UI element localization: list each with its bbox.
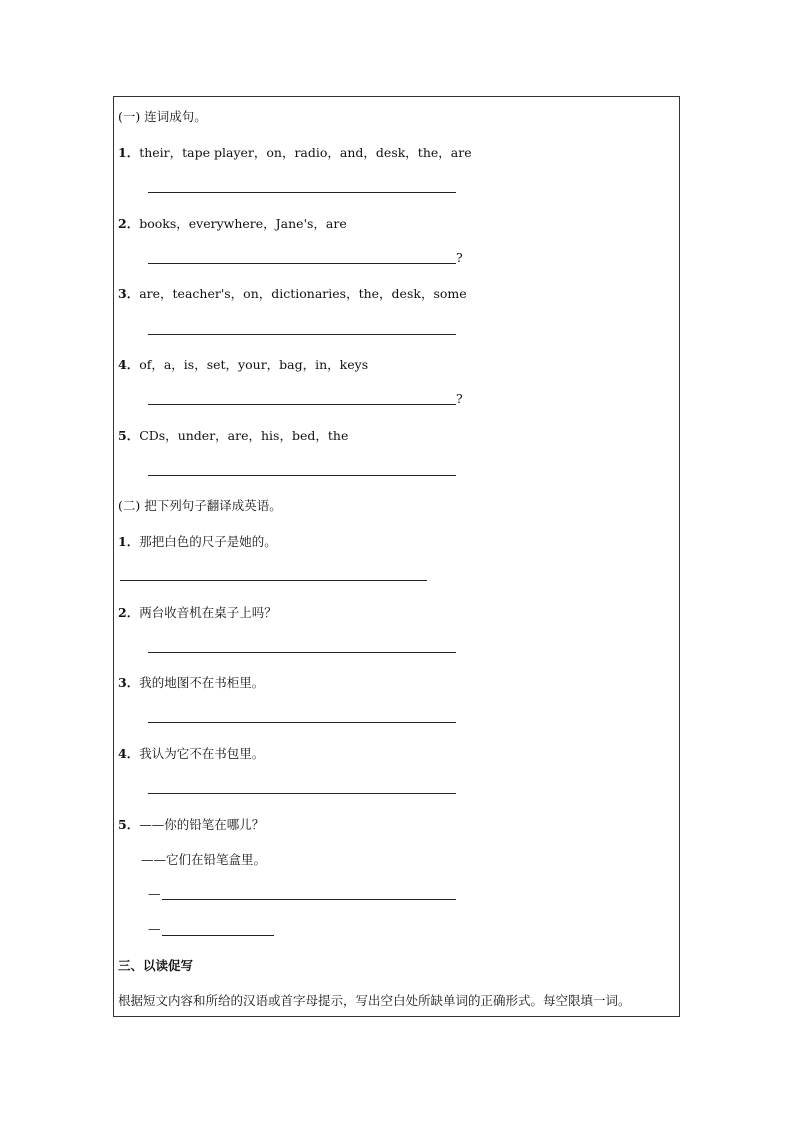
dialogue-dash-2: — xyxy=(148,921,161,936)
part1-item-5 xyxy=(118,426,348,444)
part1-item-3 xyxy=(118,284,467,302)
part3-heading: 三、以读促写 xyxy=(118,958,194,973)
item-number: 5． xyxy=(118,428,140,443)
part1-item-4 xyxy=(118,355,368,373)
item-words: CDs，under，are，his，bed，the xyxy=(139,428,349,443)
answer-line-1-2[interactable] xyxy=(148,263,456,264)
item-number: 4． xyxy=(118,746,140,761)
part2-item-5 xyxy=(118,815,264,833)
part2-heading: (二) 把下列句子翻译成英语。 xyxy=(118,498,282,513)
item-number: 4． xyxy=(118,357,140,372)
item-number: 2． xyxy=(118,216,140,231)
part1-item-2 xyxy=(118,214,347,232)
item-words: books，everywhere，Jane's，are xyxy=(139,216,347,231)
item-words: their，tape player，on，radio，and，desk，the，are xyxy=(139,145,472,160)
answer-line-2-2[interactable] xyxy=(148,652,456,653)
item-number: 1． xyxy=(118,534,140,549)
answer-line-1-3[interactable] xyxy=(148,334,456,335)
question-mark: ? xyxy=(456,391,463,406)
answer-line-1-5[interactable] xyxy=(148,475,456,476)
answer-line-2-5b[interactable] xyxy=(162,935,274,936)
answer-line-1-4[interactable] xyxy=(148,404,456,405)
question-mark: ? xyxy=(456,250,463,265)
answer-line-1-1[interactable] xyxy=(148,192,456,193)
part2-item-5-reply: ——它们在铅笔盒里。 xyxy=(141,852,267,867)
item-sentence: 那把白色的尺子是她的。 xyxy=(139,534,277,549)
item-number: 2． xyxy=(118,605,140,620)
item-number: 1． xyxy=(118,145,140,160)
worksheet-frame xyxy=(113,96,680,1017)
answer-line-2-4[interactable] xyxy=(148,793,456,794)
part2-item-2 xyxy=(118,603,277,621)
item-words: of，a，is，set，your，bag，in，keys xyxy=(139,357,369,372)
part3-instruction: 根据短文内容和所给的汉语或首字母提示，写出空白处所缺单词的正确形式。每空限填一词。 xyxy=(118,993,631,1008)
answer-line-2-3[interactable] xyxy=(148,722,456,723)
item-number: 3． xyxy=(118,286,140,301)
part1-item-1 xyxy=(118,143,472,161)
item-sentence: ——你的铅笔在哪儿？ xyxy=(139,817,265,832)
part2-item-3 xyxy=(118,673,264,691)
answer-line-2-1[interactable] xyxy=(120,580,427,581)
item-sentence: 两台收音机在桌子上吗？ xyxy=(139,605,277,620)
answer-line-2-5a[interactable] xyxy=(162,899,456,900)
item-sentence: 我的地图不在书柜里。 xyxy=(139,675,265,690)
part1-heading: (一) 连词成句。 xyxy=(118,109,207,124)
dialogue-dash-1: — xyxy=(148,886,161,901)
item-sentence: 我认为它不在书包里。 xyxy=(139,746,265,761)
part2-item-1 xyxy=(118,532,277,550)
part2-item-4 xyxy=(118,744,264,762)
item-words: are，teacher's，on，dictionaries，the，desk，some xyxy=(139,286,467,301)
item-number: 3． xyxy=(118,675,140,690)
item-number: 5． xyxy=(118,817,140,832)
